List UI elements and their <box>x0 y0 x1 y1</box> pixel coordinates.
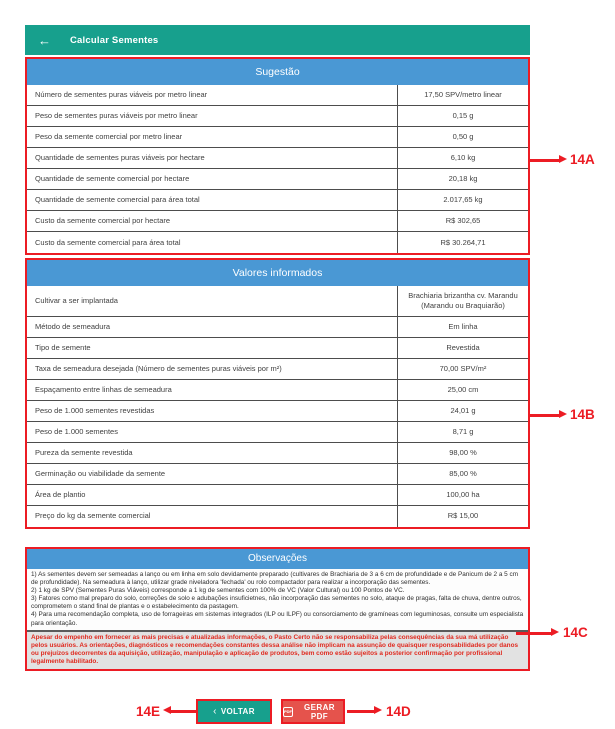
row-value: 24,01 g <box>397 401 528 421</box>
row-label: Método de semeadura <box>35 321 111 331</box>
table-row <box>27 190 528 211</box>
row-label: Custo da semente comercial para área total <box>35 237 181 247</box>
note-item: 4) Para uma recomendação completa, uso de forrageiras em sistemas integrados (ILP ou ILPF) ou consorciamento de gramíneas com leguminosas, consulte um especialista para orientação. <box>31 611 524 627</box>
table-row <box>27 106 528 127</box>
row-value: Revestida <box>397 338 528 358</box>
row-label: Tipo de semente <box>35 342 91 352</box>
row-value: 0,15 g <box>397 106 528 126</box>
suggestion-section-title: Sugestão <box>27 59 528 85</box>
observations-section-title: Observações <box>27 549 528 569</box>
note-item: 3) Fatores como mal preparo do solo, correções de solo e adubações insuficietnes, não incorporação das sementes no solo, ataque de pragas, falta de chuva, dentre outros, comprometem o stand final de plantas e o estabelecimento da pastagem. <box>31 595 522 611</box>
table-row <box>27 380 528 401</box>
row-value: 6,10 kg <box>397 148 528 168</box>
row-label: Cultivar a ser implantada <box>35 295 118 305</box>
annotation-arrowhead-14c <box>551 628 559 636</box>
row-value: 0,50 g <box>397 127 528 147</box>
note-item: 1) As sementes devem ser semeadas a lanço ou em linha em solo devidamente preparado (cultivares de Brachiaria de 3 a 6 cm de profundidade e de Panicum de 2 a 5 cm de profundidade). Na semeadura à lanço, utilizar grade niveladora 'fechada' ou rolo compactador para realizar a incorporação das sementes. <box>31 570 519 586</box>
annotation-arrow-14a <box>530 159 561 162</box>
row-value: 100,00 ha <box>397 485 528 505</box>
annotation-label-14c: 14C <box>563 625 588 640</box>
annotation-arrowhead-14d <box>374 706 382 714</box>
table-row <box>27 338 528 359</box>
observations-notes <box>27 569 528 630</box>
row-value: 8,71 g <box>397 422 528 442</box>
row-label: Peso de 1.000 sementes <box>35 426 118 436</box>
gerar-pdf-button-label: GERAR PDF <box>304 702 335 721</box>
pdf-icon: PDF <box>283 707 293 717</box>
row-label: Germinação ou viabilidade da semente <box>35 468 166 478</box>
voltar-button-label: VOLTAR <box>220 707 255 716</box>
table-row <box>27 401 528 422</box>
row-label: Quantidade de semente comercial para área total <box>35 195 200 205</box>
row-value: 98,00 % <box>397 443 528 463</box>
table-row <box>27 506 528 527</box>
row-value: R$ 15,00 <box>397 506 528 527</box>
back-arrow-icon[interactable]: ← <box>38 32 51 48</box>
annotation-label-14e: 14E <box>136 704 161 719</box>
table-row <box>27 169 528 190</box>
row-label: Peso da semente comercial por metro linear <box>35 132 183 142</box>
table-row <box>27 464 528 485</box>
table-row <box>27 317 528 338</box>
row-value: R$ 302,65 <box>397 211 528 231</box>
row-label: Pureza da semente revestida <box>35 447 133 457</box>
disclaimer-text: Apesar do empenho em fornecer as mais precisas e atualizadas informações, o Pasto Certo não se responsabiliza pelas consequências da sua má utilização pelos usuários. As orientações, diagnósticos e recomendações constantes dessa análise não implicam na assunção de quaisquer responsabilidades por danos ou prejuízos decorrentes da aquisição, utilização, manipulação e aplicação de produtos, bem como estão sujeitos a posterior confirmação por profissional legalmente habilitado. <box>27 630 528 669</box>
row-value: R$ 30.264,71 <box>397 232 528 253</box>
row-label: Custo da semente comercial por hectare <box>35 216 171 226</box>
table-row <box>27 148 528 169</box>
row-value: 25,00 cm <box>397 380 528 400</box>
table-row <box>27 286 528 317</box>
annotation-arrowhead-14a <box>559 155 567 163</box>
annotation-arrow-14c <box>516 632 553 635</box>
row-value: 20,18 kg <box>397 169 528 189</box>
row-label: Quantidade de semente comercial por hectare <box>35 174 190 184</box>
page-title: Calcular Sementes <box>70 34 159 46</box>
annotation-arrow-14e <box>170 710 196 713</box>
table-row <box>27 232 528 253</box>
row-label: Número de sementes puras viáveis por metro linear <box>35 90 208 100</box>
voltar-button[interactable] <box>196 699 272 724</box>
app-screen <box>25 25 530 671</box>
row-label: Peso de sementes puras viáveis por metro linear <box>35 111 198 121</box>
annotation-label-14b: 14B <box>570 407 595 422</box>
row-value: 85,00 % <box>397 464 528 484</box>
table-row <box>27 443 528 464</box>
annotation-arrowhead-14b <box>559 410 567 418</box>
table-row <box>27 485 528 506</box>
table-row <box>27 85 528 106</box>
row-value: 70,00 SPV/m² <box>397 359 528 379</box>
row-value: Em linha <box>397 317 528 337</box>
chevron-left-icon: ‹ <box>213 705 217 717</box>
observations-section <box>25 547 530 671</box>
row-value: 2.017,65 kg <box>397 190 528 210</box>
row-label: Peso de 1.000 sementes revestidas <box>35 405 155 415</box>
informed-values-section <box>25 258 530 529</box>
table-row <box>27 359 528 380</box>
informed-values-section-title: Valores informados <box>27 260 528 286</box>
row-label: Área de plantio <box>35 489 86 499</box>
row-label: Preço do kg da semente comercial <box>35 511 151 521</box>
gerar-pdf-button[interactable] <box>281 699 345 724</box>
row-value: Brachiaria brizantha cv. Marandu (Marandu ou Braquiarão) <box>397 286 528 316</box>
annotation-arrow-14d <box>347 710 376 713</box>
table-row <box>27 211 528 232</box>
informed-values-table <box>27 286 528 527</box>
annotation-label-14d: 14D <box>386 704 411 719</box>
suggestion-section <box>25 57 530 255</box>
table-row <box>27 127 528 148</box>
annotation-arrow-14b <box>530 414 561 417</box>
suggestion-table <box>27 85 528 253</box>
table-row <box>27 422 528 443</box>
annotation-label-14a: 14A <box>570 152 595 167</box>
row-label: Espaçamento entre linhas de semeadura <box>35 384 172 394</box>
app-header <box>25 25 530 55</box>
row-value: 17,50 SPV/metro linear <box>397 85 528 105</box>
note-item: 2) 1 kg de SPV (Sementes Puras Viáveis) corresponde a 1 kg de sementes com 100% de VC (Valor Cultural) ou 100 Pontos de VC. <box>31 586 405 594</box>
row-label: Taxa de semeadura desejada (Número de sementes puras viáveis por m²) <box>35 363 282 373</box>
row-label: Quantidade de sementes puras viáveis por hectare <box>35 153 205 163</box>
